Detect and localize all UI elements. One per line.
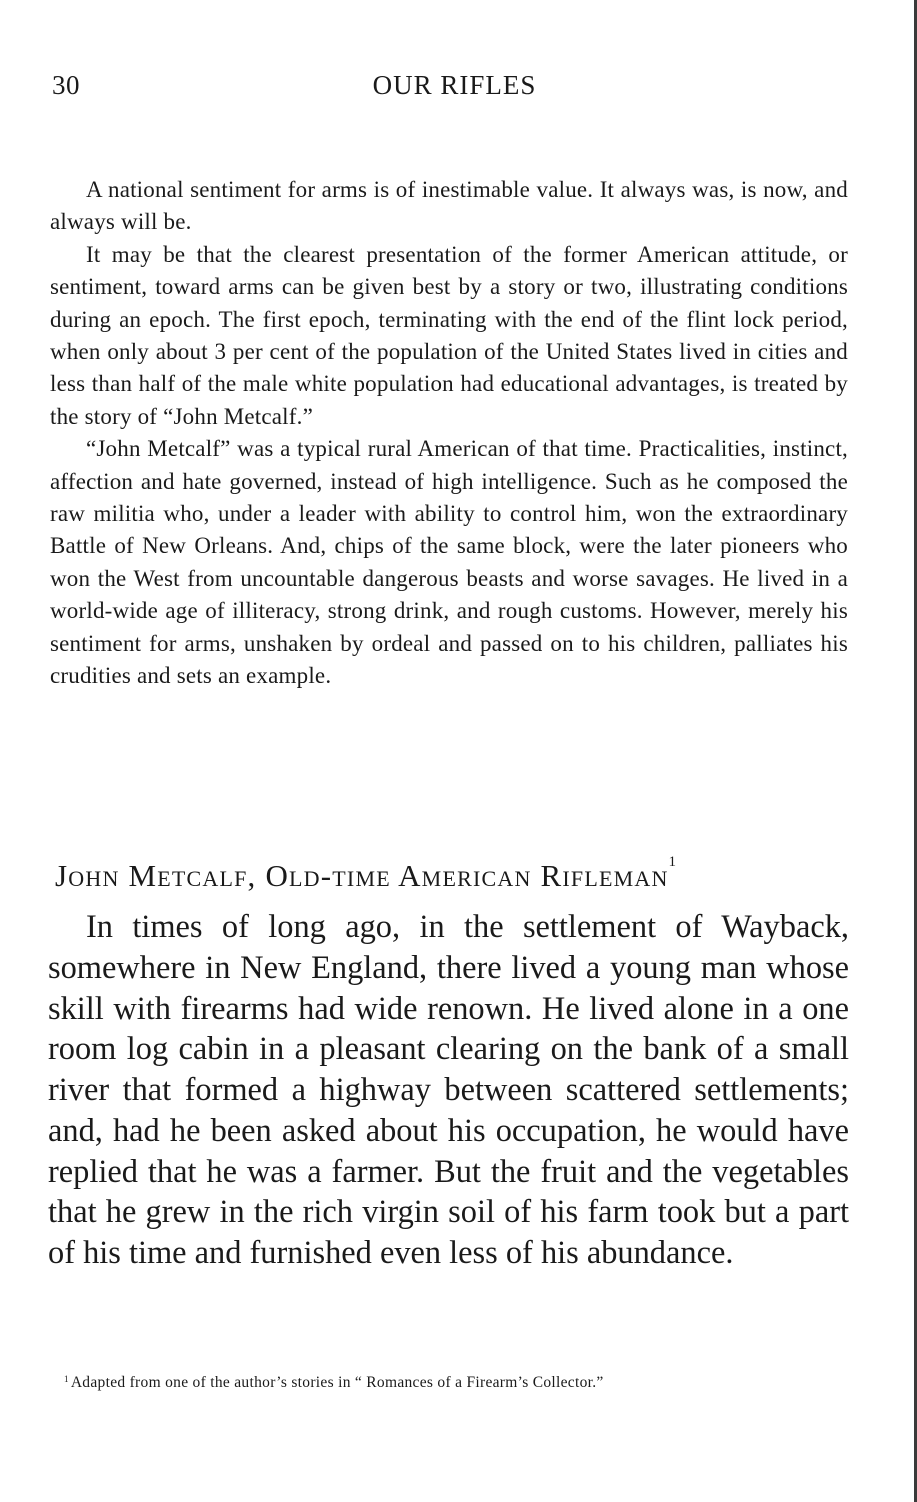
running-title: OUR RIFLES [372,70,537,100]
intro-section [50,174,848,693]
running-head [52,70,849,110]
intro-paragraph: “John Metcalf” was a typical rural American of that time. Practicalities, instinct, affection and hate governed, instead of high intelligence. Such as he composed the raw militia who, under a leader with ability to control him, won the extraordinary Battle of New Orleans. And, chips of the same block, were the later pioneers who won the West from uncountable dangerous beasts and worse savages. He lived in a world-wide age of illiteracy, strong drink, and rough customs. However, merely his sentiment for arms, unshaken by ordeal and passed on to his children, palliates his crudities and sets an example. [50,436,848,689]
story-heading-text: John Metcalf, Old-time American Rifleman [55,858,669,893]
page-number: 30 [52,70,80,100]
footnote-reference: 1 [668,854,678,870]
footnote-mark: 1 [64,1374,69,1384]
story-heading [55,854,845,894]
story-paragraph: In times of long ago, in the settlement of Wayback, somewhere in New England, there lived a young man whose skill with firearms had wide renown. He lived alone in a one room log cabin in a pleasant clearing on the bank of a small river that formed a highway between scattered settlements; and, had he been asked about his occupation, he would have replied that he was a farmer. But the fruit and the vegetables that he grew in the rich virgin soil of his farm took but a part of his time and furnished even less of his abundance. [48,909,849,1271]
footnote [64,1374,604,1392]
footnote-text: Adapted from one of the author’s stories in “ Romances of a Firearm’s Collector.” [70,1374,604,1391]
intro-paragraph: It may be that the clearest presentation of the former American attitude, or sentiment, toward arms can be given best by a story or two, illustrating conditions during an epoch. The first epoch, terminating with the end of the flint lock period, when only about 3 per cent of the population of the United States lived in cities and less than half of the male white population had educational advantages, is treated by the story of “John Metcalf.” [50,241,848,429]
intro-paragraph: A national sentiment for arms is of inestimable value. It always was, is now, and always will be. [50,177,848,235]
story-section [48,907,849,1274]
